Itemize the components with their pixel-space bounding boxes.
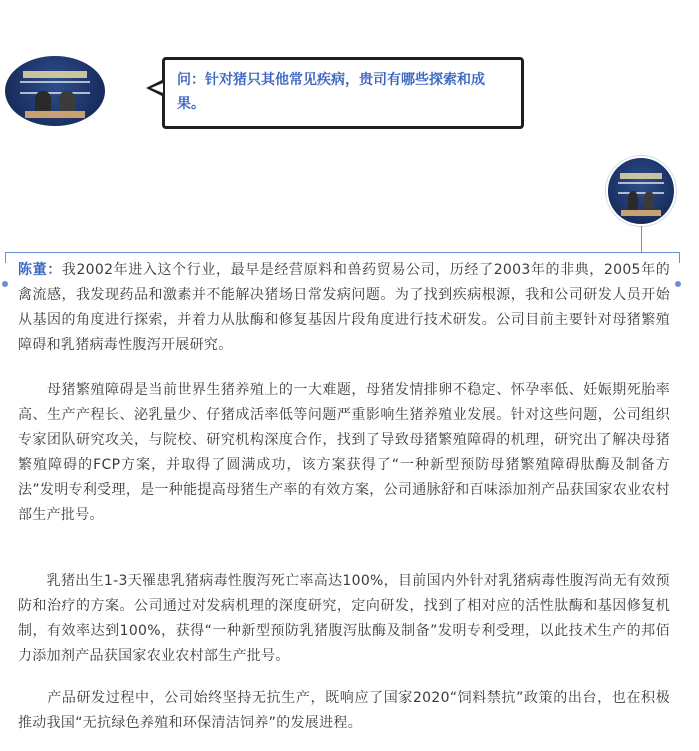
answer-paragraph <box>18 378 670 528</box>
answer-paragraph-text: 我2002年进入这个行业，最早是经营原料和兽药贸易公司，历经了2003年的非典，2005年的禽流感，我发现药品和激素并不能解决猪场日常发病问题。为了找到疾病根源，我和公司研发人员开始从基因的角度进行探索，并着力从肽酶和修复基因片段角度进行技术研发。公司目前主要针对母猪繁殖障碍和乳猪病毒性腹泻开展研究。 <box>18 262 670 353</box>
speaker-label: 陈董： <box>18 262 62 278</box>
interviewee-avatar <box>606 156 676 226</box>
table-decoration <box>621 210 661 217</box>
interviewer-avatar <box>5 56 105 126</box>
answer-paragraph <box>18 686 670 736</box>
banner-decoration <box>620 173 662 180</box>
connector-line <box>641 226 642 252</box>
frame-dot-right <box>675 281 681 287</box>
answer-paragraph-text: 乳猪出生1-3天罹患乳猪病毒性腹泻死亡率高达100%，目前国内外针对乳猪病毒性腹泻尚无有效预防和治疗的方案。公司通过对发病机理的深度研究，定向研发，找到了相对应的活性肽酶和基因修复机制，有效率达到100%，获得“一种新型预防乳猪腹泻肽酶及制备”发明专利受理，以此技术生产的邦佰力添加剂产品获国家农业农村部生产批号。 <box>18 573 670 664</box>
question-text: 问：针对猪只其他常见疾病，贵司有哪些探索和成果。 <box>177 72 485 112</box>
table-decoration <box>25 111 85 118</box>
answer-paragraph-text: 产品研发过程中，公司始终坚持无抗生产，既响应了国家2020“饲料禁抗”政策的出台，也在积极推动我国“无抗绿色养殖和环保清洁饲养”的发展进程。 <box>18 690 670 731</box>
calligraphy-decoration <box>618 182 664 194</box>
question-bubble <box>162 57 524 129</box>
frame-dot-left <box>2 281 8 287</box>
speech-bubble-tail-inner <box>151 83 163 93</box>
answer-paragraph-text: 母猪繁殖障碍是当前世界生猪养殖上的一大难题，母猪发情排卵不稳定、怀孕率低、妊娠期死胎率高、生产产程长、泌乳量少、仔猪成活率低等问题严重影响生猪养殖业发展。针对这些问题，公司组织专家团队研究攻关，与院校、研究机构深度合作，找到了导致母猪繁殖障碍的机理，研究出了解决母猪繁殖障碍的FCP方案，并取得了圆满成功，该方案获得了“一种新型预防母猪繁殖障碍肽酶及制备方法”发明专利受理，是一种能提高母猪生产率的有效方案，公司通脉舒和百味添加剂产品获国家农业农村部生产批号。 <box>18 382 670 523</box>
answer-paragraph <box>18 258 670 358</box>
banner-decoration <box>23 71 87 78</box>
calligraphy-decoration <box>20 81 90 93</box>
answer-paragraph <box>18 569 670 669</box>
